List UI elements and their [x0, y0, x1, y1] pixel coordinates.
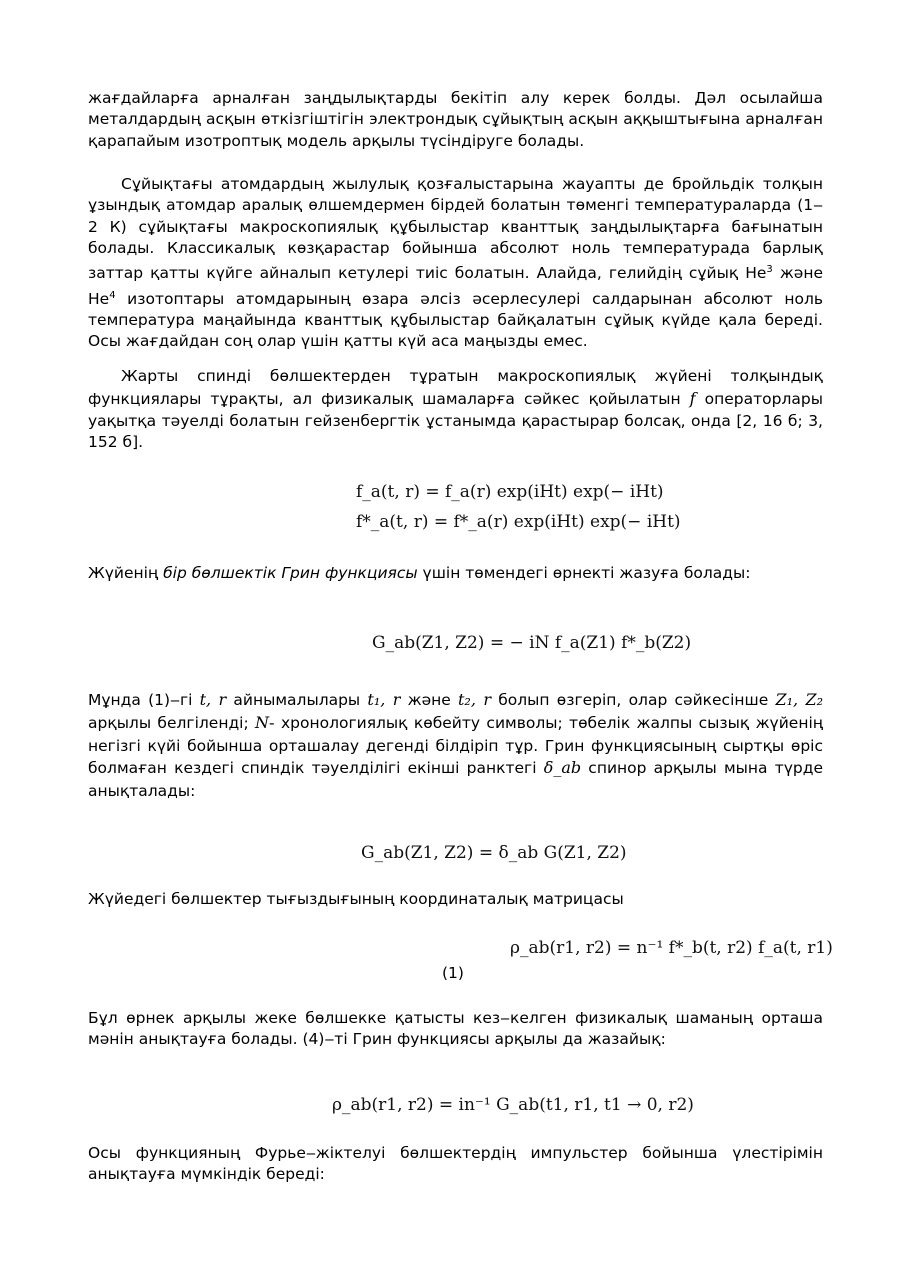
term-italic: бір бөлшектік Грин функциясы [163, 564, 418, 582]
paragraph-5: Мұнда (1)‒гі t, r айнымалылары t₁, r және t₂, r болып өзгеріп, олар сәйкесінше Z₁, Z₂ арқылы белгіленді; N- хронологиялық көбейту символы; төбелік жалпы сызық жүйенің негізгі күйі бойынша орташалау дегенді білдіріп тұр. Грин функциясының сыртқы өріс болмаған кездегі спиндік тәуелділігі екінші ранктегі δ_ab спинор арқылы мына түрде анықталады: [88, 690, 824, 801]
superscript: 4 [109, 289, 116, 301]
paragraph-3: Жарты спинді бөлшектерден тұратын макроскопиялық жүйені толқындық функциялары тұрақты, ал физикалық шамаларға сәйкес қойылатын f операторлары уақытқа тәуелді болатын гейзенбергтік ұстанымда қарастырар болсақ, онда [2, 16 б; 3, 152 б]. [88, 367, 823, 452]
paragraph-2: Сұйықтағы атомдардың жылулық қозғалыстарына жауапты де бройльдік толқын ұзындық атомдар аралық өлшемдермен бірдей болатын төменгі температураларда (1‒2 К) сұйықтағы макроскопиялық құбылыстар кванттық заңдылықтарға бағынатын болады. Классикалық көзқарастар бойынша абсолют ноль температурада барлық заттар қатты күйге айналып кетулері тиіс болатын. Алайда, гелийдің сұйық He$^3$ және He$^4$ изотоптары атомдарының өзара әлсіз әсерлесулері салдарынан абсолют ноль температура маңайында кванттық құбылыстар байқалатын сұйық күйде қала береді. Осы жағдайдан соң олар үшін қатты күй аса маңызды емес. [88, 175, 823, 351]
equation-4: G_ab(Z1, Z2) = δ_ab G(Z1, Z2) [361, 843, 627, 863]
equation-3: G_ab(Z1, Z2) = − iN f_a(Z1) f*_b(Z2) [372, 633, 692, 653]
equation-5: ρ_ab(r1, r2) = n⁻¹ f*_b(t, r2) f_a(t, r1) [510, 938, 833, 958]
equation-6: ρ_ab(r1, r2) = in⁻¹ G_ab(t1, r1, t1 → 0, r2) [332, 1095, 694, 1115]
paragraph-6: Жүйедегі бөлшектер тығыздығының координаталық матрицасы [88, 890, 624, 908]
equation-2: f*_a(t, r) = f*_a(r) exp(iHt) exp(− iHt) [356, 512, 681, 532]
paragraph-8: Осы функцияның Фурье‒жіктелуі бөлшектердің импульстер бойынша үлестірімін анықтауға мүмкіндік береді: [88, 1144, 823, 1184]
equation-number: (1) [442, 964, 464, 982]
superscript: 3 [766, 264, 773, 276]
operator-symbol: f [689, 388, 696, 408]
paragraph-7: Бұл өрнек арқылы жеке бөлшекке қатысты кез‒келген физикалық шаманың орташа мәнін анықтауға болады. (4)‒ті Грин функциясы арқылы да жазайық: [88, 1009, 823, 1049]
paragraph-4: Жүйенің бір бөлшектік Грин функциясы үшін төмендегі өрнекті жазуға болады: [88, 564, 751, 582]
paragraph-1: жағдайларға арналған заңдылықтарды бекітіп алу керек болды. Дәл осылайша металдардың асқын өткізгіштігін электрондық сұйықтың асқын аққыштығына арналған қарапайым изотроптық модель арқылы түсіндіруге болады. [88, 89, 823, 150]
equation-1: f_a(t, r) = f_a(r) exp(iHt) exp(− iHt) [356, 482, 664, 502]
